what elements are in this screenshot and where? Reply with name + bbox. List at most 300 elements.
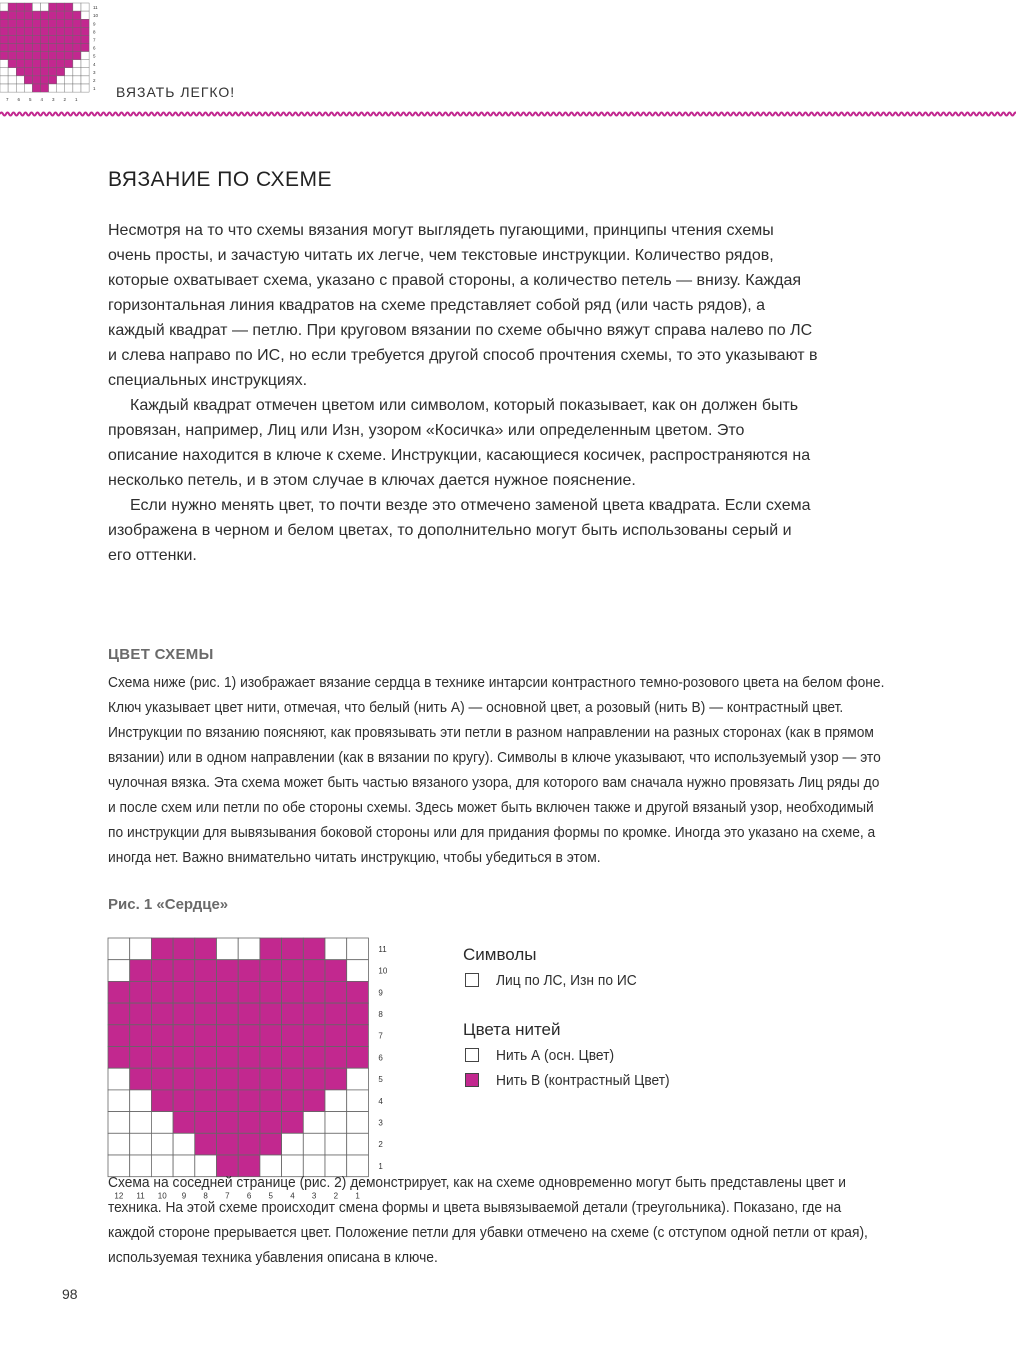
chart-cell-main <box>217 938 239 960</box>
chart-cell-contrast <box>57 3 65 11</box>
row-number-label: 11 <box>93 5 98 11</box>
chart-cell-main <box>173 1133 195 1155</box>
chart-cell-contrast <box>16 19 24 27</box>
chart-cell-contrast <box>65 27 73 35</box>
chart-cell-contrast <box>195 960 217 982</box>
chart-cell-contrast <box>73 11 81 19</box>
chart-cell-contrast <box>41 19 49 27</box>
row-number-label: 8 <box>378 1009 383 1019</box>
chart-cell-contrast <box>32 84 40 92</box>
intro-text <box>108 218 818 568</box>
column-number-label: 11 <box>136 1191 145 1201</box>
chart-cell-main <box>151 1112 173 1134</box>
chart-cell-contrast <box>16 27 24 35</box>
chart-cell-contrast <box>41 35 49 43</box>
row-number-label: 3 <box>93 69 96 75</box>
pink-square-icon <box>465 1073 479 1087</box>
chart-cell-main <box>325 938 347 960</box>
chart-cell-main <box>8 84 16 92</box>
chart-cell-contrast <box>8 3 16 11</box>
chart-cell-contrast <box>130 960 152 982</box>
chart-cell-main <box>130 1090 152 1112</box>
chart-cell-contrast <box>0 44 8 52</box>
yarn-colors-title: Цвета нитей <box>463 1020 561 1039</box>
chart-cell-contrast <box>195 1068 217 1090</box>
chart-cell-main <box>303 1133 325 1155</box>
chart-cell-contrast <box>57 11 65 19</box>
chart-cell-contrast <box>347 1003 369 1025</box>
row-number-label: 2 <box>378 1140 383 1150</box>
chart-cell-contrast <box>41 52 49 60</box>
chart-cell-contrast <box>24 44 32 52</box>
chart-cell-contrast <box>24 76 32 84</box>
chart-cell-contrast <box>282 1047 304 1069</box>
chart-cell-contrast <box>260 1047 282 1069</box>
column-number-label: 1 <box>355 1191 360 1201</box>
chart-cell-main <box>130 1112 152 1134</box>
chart-cell-contrast <box>347 981 369 1003</box>
chart-cell-main <box>108 960 130 982</box>
chart-cell-main <box>8 76 16 84</box>
chart-cell-contrast <box>217 1003 239 1025</box>
chart-cell-contrast <box>282 1068 304 1090</box>
paragraph: Схема на соседней странице (рис. 2) демонстрирует, как на схеме одновременно могут быть представлены цвет и техника. На этой схеме происходит смена формы и цвета вывязываемой детали (треугольника). Показано, где на каждой стороне прерывается цвет. Положение петли для убавки отмечено на схеме (с отступом одной петли от края), используемая техника убавления описана в ключе. <box>108 1174 868 1266</box>
row-number-label: 2 <box>93 77 96 83</box>
row-number-label: 1 <box>378 1161 383 1171</box>
chart-cell-contrast <box>347 1025 369 1047</box>
decorative-wavy-rule <box>0 110 1016 118</box>
closing-text <box>108 1170 890 1270</box>
chart-cell-contrast <box>81 35 89 43</box>
row-number-label: 11 <box>378 944 387 954</box>
chart-cell-main <box>0 60 8 68</box>
chart-cell-contrast <box>195 1112 217 1134</box>
row-number-label: 5 <box>378 1075 383 1085</box>
key-yarn-label: Нить А (осн. Цвет) <box>496 1046 615 1064</box>
chart-cell-contrast <box>16 44 24 52</box>
chart-cell-contrast <box>57 60 65 68</box>
chart-cell-contrast <box>282 938 304 960</box>
column-number-label: 9 <box>181 1191 187 1201</box>
chart-cell-contrast <box>16 60 24 68</box>
chart-cell-contrast <box>173 1025 195 1047</box>
chart-cell-contrast <box>65 44 73 52</box>
chart-cell-contrast <box>238 1003 260 1025</box>
chart-cell-contrast <box>238 960 260 982</box>
chart-cell-contrast <box>49 68 57 76</box>
chart-cell-contrast <box>65 3 73 11</box>
chart-cell-main <box>325 1133 347 1155</box>
paragraph: Несмотря на то что схемы вязания могут выглядеть пугающими, принципы чтения схемы очень просты, и зачастую читать их легче, чем текстовые инструкции. Количество рядов, которые охватывает схема, указано с правой стороны, а количество петель — внизу. Каждая горизонтальная линия квадратов на схеме представляет собой ряд (или часть рядов), а каждый квадрат — петлю. При круговом вязании по схеме обычно вяжут справа налево по ЛС и слева направо по ИС, но если требуется другой способ прочтения схемы, то это указывают в специальных инструкциях. <box>108 222 818 389</box>
chart-cell-contrast <box>217 1025 239 1047</box>
chart-cell-contrast <box>173 1047 195 1069</box>
chart-cell-contrast <box>73 19 81 27</box>
chart-cell-main <box>73 60 81 68</box>
chart-cell-contrast <box>217 960 239 982</box>
chart-cell-contrast <box>8 27 16 35</box>
chart-cell-contrast <box>108 1047 130 1069</box>
chart-cell-contrast <box>41 60 49 68</box>
paragraph: Схема ниже (рис. 1) изображает вязание сердца в технике интарсии контрастного темно-розового цвета на белом фоне. Ключ указывает цвет нити, отмечая, что белый (нить А) — основной цвет, а розовый (нить В) — контрастный цвет. Инструкции по вязанию поясняют, как провязывать эти петли в разном направлении на разных сторонах (как в прямом вязании) или в одном направлении (как в вязании по кругу). Символы в ключе указывают, что используемый узор — это чулочная вязка. Эта схема может быть частью вязаного узора, для которого вам сначала нужно провязать Лиц ряды до и после схем или петли по обе стороны схемы. Здесь может быть включен также и другой вязаный узор, необходимый по инструкции для вывязывания боковой стороны или для придания формы по кромке. Иногда это указано на схеме, а иногда нет. Важно внимательно читать инструкцию, чтобы убедиться в этом. <box>108 674 885 866</box>
chart-cell-contrast <box>325 1068 347 1090</box>
chart-cell-contrast <box>303 960 325 982</box>
chart-cell-contrast <box>282 1090 304 1112</box>
row-number-label: 3 <box>378 1118 383 1128</box>
chart-cell-contrast <box>130 1025 152 1047</box>
row-number-label: 10 <box>378 966 388 976</box>
chart-cell-contrast <box>8 60 16 68</box>
chart-cell-contrast <box>0 52 8 60</box>
chart-cell-contrast <box>16 35 24 43</box>
chart-cell-contrast <box>217 1112 239 1134</box>
chart-cell-contrast <box>41 68 49 76</box>
chart-cell-contrast <box>49 11 57 19</box>
chart-cell-main <box>282 1133 304 1155</box>
chart-cell-main <box>325 1112 347 1134</box>
column-number-label: 6 <box>17 97 21 102</box>
chart-cell-contrast <box>57 68 65 76</box>
chart-cell-main <box>8 68 16 76</box>
chart-cell-main <box>65 76 73 84</box>
chart-cell-contrast <box>282 1003 304 1025</box>
chart-cell-contrast <box>303 981 325 1003</box>
chart-cell-contrast <box>73 44 81 52</box>
chart-cell-contrast <box>173 981 195 1003</box>
chart-cell-main <box>325 1090 347 1112</box>
chart-cell-contrast <box>24 68 32 76</box>
chart-cell-main <box>347 938 369 960</box>
chart-cell-contrast <box>32 44 40 52</box>
chart-cell-contrast <box>347 1047 369 1069</box>
chart-cell-main <box>81 76 89 84</box>
chart-cell-contrast <box>260 1003 282 1025</box>
chart-cell-contrast <box>65 52 73 60</box>
section-title: ВЯЗАНИЕ ПО СХЕМЕ <box>108 168 333 191</box>
chart-cell-contrast <box>57 35 65 43</box>
column-number-label: 5 <box>29 97 32 102</box>
chart-cell-main <box>81 68 89 76</box>
chart-cell-main <box>238 938 260 960</box>
chart-cell-main <box>41 3 49 11</box>
chart-cell-contrast <box>217 1068 239 1090</box>
chart-cell-main <box>73 76 81 84</box>
chart-cell-contrast <box>16 52 24 60</box>
chart-cell-contrast <box>173 1112 195 1134</box>
chart-cell-contrast <box>151 960 173 982</box>
chart-cell-contrast <box>151 1047 173 1069</box>
chart-cell-contrast <box>260 981 282 1003</box>
running-head: ВЯЗАТЬ ЛЕГКО! <box>116 84 236 100</box>
chart-cell-contrast <box>151 1068 173 1090</box>
chart-cell-main <box>65 84 73 92</box>
key-symbol-label: Лиц по ЛС, Изн по ИС <box>496 971 637 989</box>
chart-cell-contrast <box>325 1025 347 1047</box>
column-number-label: 8 <box>203 1191 208 1201</box>
column-number-label: 4 <box>290 1191 295 1201</box>
row-number-label: 7 <box>378 1031 383 1041</box>
chart-cell-contrast <box>65 60 73 68</box>
chart-cell-contrast <box>260 1025 282 1047</box>
chart-cell-main <box>130 1133 152 1155</box>
column-number-label: 3 <box>52 97 55 102</box>
chart-cell-main <box>303 1112 325 1134</box>
chart-cell-contrast <box>325 960 347 982</box>
chart-cell-contrast <box>130 981 152 1003</box>
column-number-label: 10 <box>157 1191 167 1201</box>
chart-cell-contrast <box>238 1133 260 1155</box>
chart-cell-contrast <box>325 1047 347 1069</box>
paragraph: Каждый квадрат отмечен цветом или символом, который показывает, как он должен быть провязан, например, Лиц или Изн, узором «Косичка» или определенным цветом. Это описание находится в ключе к схеме. Инструкции, касающиеся косичек, распространяются на несколько петель, и в этом случае в ключах дается нужное пояснение. <box>108 397 811 489</box>
chart-cell-contrast <box>41 44 49 52</box>
chart-cell-main <box>81 11 89 19</box>
chart-cell-contrast <box>325 1003 347 1025</box>
chart-cell-contrast <box>108 981 130 1003</box>
chart-cell-main <box>57 84 65 92</box>
column-number-label: 7 <box>6 97 9 102</box>
chart-cell-contrast <box>65 35 73 43</box>
chart-cell-contrast <box>0 27 8 35</box>
chart-cell-contrast <box>16 11 24 19</box>
chart-cell-main <box>81 60 89 68</box>
chart-cell-contrast <box>8 11 16 19</box>
chart-cell-contrast <box>195 1090 217 1112</box>
chart-cell-main <box>16 76 24 84</box>
chart-cell-contrast <box>260 1112 282 1134</box>
chart-cell-contrast <box>57 27 65 35</box>
chart-cell-contrast <box>32 52 40 60</box>
chart-cell-main <box>108 1090 130 1112</box>
chart-cell-contrast <box>151 1003 173 1025</box>
key-yarn-item <box>465 1071 685 1089</box>
row-number-label: 8 <box>93 29 96 35</box>
chart-cell-contrast <box>238 1025 260 1047</box>
chart-cell-contrast <box>217 1090 239 1112</box>
chart-cell-main <box>0 3 8 11</box>
chart-cell-contrast <box>81 44 89 52</box>
chart-cell-contrast <box>24 19 32 27</box>
chart-cell-contrast <box>151 1025 173 1047</box>
chart-cell-contrast <box>130 1068 152 1090</box>
chart-cell-contrast <box>24 3 32 11</box>
paragraph: Если нужно менять цвет, то почти везде это отмечено заменой цвета квадрата. Если схема изображена в черном и белом цветах, то дополнительно могут быть использованы серый и его оттенки. <box>108 497 811 564</box>
column-number-label: 5 <box>268 1191 273 1201</box>
chart-cell-contrast <box>282 960 304 982</box>
chart-cell-contrast <box>195 1047 217 1069</box>
chart-cell-contrast <box>49 19 57 27</box>
column-number-label: 2 <box>333 1191 339 1201</box>
chart-cell-contrast <box>8 35 16 43</box>
chart-cell-main <box>49 84 57 92</box>
chart-cell-main <box>151 1133 173 1155</box>
chart-cell-contrast <box>303 1047 325 1069</box>
page-number: 98 <box>62 1286 78 1302</box>
chart-cell-contrast <box>282 981 304 1003</box>
heart-chart <box>100 930 400 1201</box>
chart-cell-main <box>32 3 40 11</box>
row-number-label: 6 <box>378 1053 383 1063</box>
chart-cell-contrast <box>173 1003 195 1025</box>
chart-cell-contrast <box>173 960 195 982</box>
chart-cell-contrast <box>65 19 73 27</box>
chart-cell-contrast <box>24 52 32 60</box>
chart-cell-contrast <box>49 27 57 35</box>
chart-cell-contrast <box>41 76 49 84</box>
chart-cell-main <box>108 938 130 960</box>
chart-cell-main <box>347 1133 369 1155</box>
chart-cell-contrast <box>217 981 239 1003</box>
chart-cell-contrast <box>151 981 173 1003</box>
chart-cell-main <box>130 938 152 960</box>
chart-cell-contrast <box>57 44 65 52</box>
chart-cell-contrast <box>303 1090 325 1112</box>
chart-cell-main <box>0 68 8 76</box>
chart-cell-main <box>108 1133 130 1155</box>
chart-cell-contrast <box>32 76 40 84</box>
chart-cell-contrast <box>16 3 24 11</box>
chart-cell-contrast <box>130 1047 152 1069</box>
chart-cell-main <box>347 1112 369 1134</box>
chart-cell-contrast <box>0 19 8 27</box>
chart-cell-contrast <box>260 1133 282 1155</box>
chart-cell-contrast <box>260 938 282 960</box>
chart-cell-contrast <box>32 68 40 76</box>
color-section-heading: ЦВЕТ СХЕМЫ <box>108 646 214 663</box>
chart-cell-contrast <box>16 68 24 76</box>
chart-cell-main <box>24 84 32 92</box>
chart-cell-contrast <box>32 11 40 19</box>
chart-cell-contrast <box>130 1003 152 1025</box>
key-symbol-item <box>465 971 649 989</box>
chart-cell-main <box>73 68 81 76</box>
chart-cell-contrast <box>81 19 89 27</box>
chart-cell-main <box>65 68 73 76</box>
chart-cell-contrast <box>49 3 57 11</box>
chart-cell-main <box>57 76 65 84</box>
chart-cell-contrast <box>173 1090 195 1112</box>
chart-cell-main <box>347 1068 369 1090</box>
column-number-label: 4 <box>40 97 44 102</box>
chart-cell-contrast <box>217 1133 239 1155</box>
chart-cell-contrast <box>49 76 57 84</box>
chart-cell-contrast <box>173 1068 195 1090</box>
chart-cell-contrast <box>238 1090 260 1112</box>
chart-cell-contrast <box>282 1025 304 1047</box>
row-number-label: 4 <box>93 61 96 67</box>
chart-cell-contrast <box>151 1090 173 1112</box>
symbols-title: Символы <box>463 945 537 964</box>
column-number-label: 3 <box>311 1191 317 1201</box>
chart-cell-main <box>81 3 89 11</box>
chart-cell-contrast <box>41 27 49 35</box>
chart-cell-contrast <box>195 1025 217 1047</box>
chart-cell-contrast <box>325 981 347 1003</box>
chart-cell-contrast <box>73 27 81 35</box>
chart-cell-contrast <box>81 27 89 35</box>
chart-cell-contrast <box>49 52 57 60</box>
chart-cell-contrast <box>49 44 57 52</box>
column-number-label: 7 <box>225 1191 230 1201</box>
row-number-label: 4 <box>378 1096 383 1106</box>
chart-cell-contrast <box>57 19 65 27</box>
corner-heart-chart <box>0 0 112 104</box>
chart-cell-main <box>0 76 8 84</box>
row-number-label: 9 <box>93 21 96 27</box>
color-section-text <box>108 670 890 870</box>
chart-cell-contrast <box>282 1112 304 1134</box>
chart-cell-contrast <box>24 35 32 43</box>
chart-cell-contrast <box>195 938 217 960</box>
chart-cell-contrast <box>260 1090 282 1112</box>
chart-cell-contrast <box>108 1025 130 1047</box>
row-number-label: 7 <box>93 37 96 43</box>
chart-cell-main <box>347 960 369 982</box>
chart-cell-contrast <box>195 1133 217 1155</box>
chart-cell-contrast <box>41 84 49 92</box>
key-yarn-label: Нить В (контрастный Цвет) <box>496 1071 670 1089</box>
row-number-label: 1 <box>93 86 96 92</box>
chart-cell-contrast <box>24 11 32 19</box>
chart-cell-contrast <box>0 35 8 43</box>
figure-caption: Рис. 1 «Сердце» <box>108 896 229 913</box>
chart-cell-contrast <box>195 981 217 1003</box>
chart-cell-contrast <box>108 1003 130 1025</box>
row-number-label: 5 <box>93 53 96 59</box>
chart-cell-contrast <box>260 960 282 982</box>
chart-cell-main <box>81 52 89 60</box>
chart-cell-contrast <box>32 60 40 68</box>
chart-cell-contrast <box>8 19 16 27</box>
chart-cell-contrast <box>49 60 57 68</box>
chart-cell-main <box>347 1090 369 1112</box>
chart-cell-contrast <box>41 11 49 19</box>
column-number-label: 6 <box>246 1191 252 1201</box>
chart-cell-contrast <box>303 1025 325 1047</box>
chart-cell-main <box>0 84 8 92</box>
column-number-label: 2 <box>63 97 67 102</box>
chart-cell-contrast <box>24 27 32 35</box>
row-number-label: 10 <box>93 13 99 19</box>
chart-cell-contrast <box>8 44 16 52</box>
column-number-label: 1 <box>75 97 78 102</box>
chart-cell-contrast <box>0 11 8 19</box>
chart-cell-contrast <box>238 1047 260 1069</box>
chart-cell-main <box>81 84 89 92</box>
key-yarn-item <box>465 1046 624 1064</box>
chart-cell-contrast <box>303 1003 325 1025</box>
chart-cell-main <box>16 84 24 92</box>
chart-cell-contrast <box>65 11 73 19</box>
chart-cell-contrast <box>49 35 57 43</box>
chart-cell-contrast <box>195 1003 217 1025</box>
chart-cell-contrast <box>24 60 32 68</box>
chart-cell-main <box>73 3 81 11</box>
row-number-label: 9 <box>378 988 383 998</box>
white-square-icon <box>465 1048 479 1062</box>
chart-cell-contrast <box>32 27 40 35</box>
chart-cell-contrast <box>217 1047 239 1069</box>
chart-cell-contrast <box>303 1068 325 1090</box>
chart-cell-main <box>108 1068 130 1090</box>
white-square-icon <box>465 973 479 987</box>
chart-cell-contrast <box>238 1112 260 1134</box>
chart-cell-contrast <box>73 52 81 60</box>
row-number-label: 6 <box>93 45 96 51</box>
chart-cell-contrast <box>32 19 40 27</box>
chart-cell-contrast <box>260 1068 282 1090</box>
chart-cell-contrast <box>8 52 16 60</box>
chart-cell-contrast <box>238 1068 260 1090</box>
chart-cell-contrast <box>32 35 40 43</box>
